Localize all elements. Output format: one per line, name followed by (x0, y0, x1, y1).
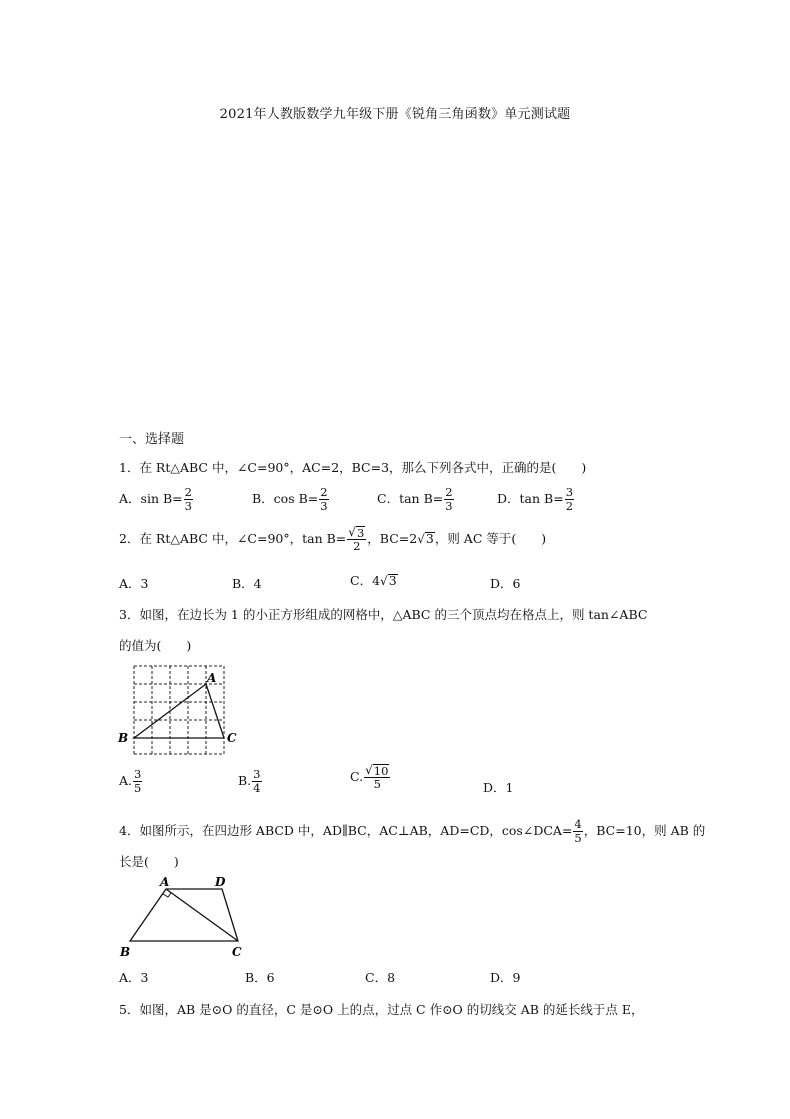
question-3-option-b: B. $\frac{3}{4}$ (238, 767, 261, 795)
fraction: $\frac{4}{5}$ (574, 817, 582, 845)
fraction: $\frac{3}{4}$ (253, 767, 261, 795)
vertex-label-c: C (232, 945, 242, 959)
vertex-label-b: B (120, 945, 131, 959)
section-heading: 一、选择题 (119, 432, 185, 447)
fraction: $\frac{2}{3}$ (184, 485, 192, 513)
diagonal-ac (166, 889, 238, 941)
question-1-stem: 1．在 Rt△ABC 中，∠C=90°，AC=2，BC=3，那么下列各式中，正确的是( ) (119, 460, 587, 475)
question-4-option-b: B．6 (245, 970, 275, 985)
question-4-option-c: C．8 (365, 970, 396, 985)
question-4-option-a: A．3 (119, 970, 149, 985)
fraction: $\frac{2}{3}$ (320, 485, 328, 513)
right-angle-mark (163, 893, 171, 897)
question-5-stem: 5．如图，AB 是⊙O 的直径，C 是⊙O 上的点，过点 C 作⊙O 的切线交 AB 的延长线于点 E， (119, 1002, 644, 1017)
fraction: $\frac{2}{3}$ (445, 485, 453, 513)
question-4-option-d: D．9 (490, 970, 521, 985)
square-root: √ 3 (417, 531, 434, 546)
question-1-option-d: D．tan B= $\frac{3}{2}$ (497, 485, 574, 513)
question-2-option-c: C．4 √ 3 (350, 573, 397, 588)
fraction: √ 3 2 (348, 525, 365, 553)
question-4-stem-line-1: 4．如图所示，在四边形 ABCD 中，AD∥BC，AC⊥AB，AD=CD，cos∠DCA= $\frac{4}{5}$ ，BC=10，则 AB 的 (119, 817, 706, 845)
question-4-stem-line-2: 长是( ) (119, 854, 179, 869)
question-3-stem-line-1: 3．如图，在边长为 1 的小正方形组成的网格中，△ABC 的三个顶点均在格点上，则 tan∠ABC (119, 607, 648, 622)
question-1-option-b: B．cos B= $\frac{2}{3}$ (252, 485, 328, 513)
vertex-label-d: D (215, 875, 226, 889)
question-2-stem: 2．在 Rt△ABC 中，∠C=90°，tan B= √ 3 2 ，BC=2 √ 3 ，则 AC 等于( ) (119, 525, 547, 553)
question-4-trapezoid-figure (116, 874, 256, 962)
fraction: √ 10 5 (365, 763, 389, 791)
question-3-stem-line-2: 的值为( ) (119, 638, 192, 653)
square-root: √ 3 (380, 573, 397, 588)
document-title: 2021年人教版数学九年级下册《锐角三角函数》单元测试题 (219, 107, 571, 122)
question-3-option-d: D．1 (483, 780, 514, 795)
question-1-option-c: C．tan B= $\frac{2}{3}$ (377, 485, 453, 513)
quadrilateral-abcd (130, 889, 238, 941)
fraction: $\frac{3}{2}$ (565, 485, 574, 513)
vertex-label-c: C (227, 731, 237, 745)
question-3-option-a: A. $\frac{3}{5}$ (119, 767, 142, 795)
vertex-label-a: A (207, 671, 217, 685)
fraction: $\frac{3}{5}$ (134, 767, 142, 795)
question-3-option-c: C. √ 10 5 (350, 763, 389, 791)
question-3-grid-figure (116, 660, 246, 760)
question-2-option-d: D．6 (490, 576, 521, 591)
question-2-option-a: A．3 (119, 576, 149, 591)
question-1-option-a: A．sin B= $\frac{2}{3}$ (119, 485, 192, 513)
vertex-label-a: A (160, 875, 170, 889)
vertex-label-b: B (118, 731, 129, 745)
triangle-abc (134, 684, 224, 738)
question-2-option-b: B．4 (232, 576, 262, 591)
